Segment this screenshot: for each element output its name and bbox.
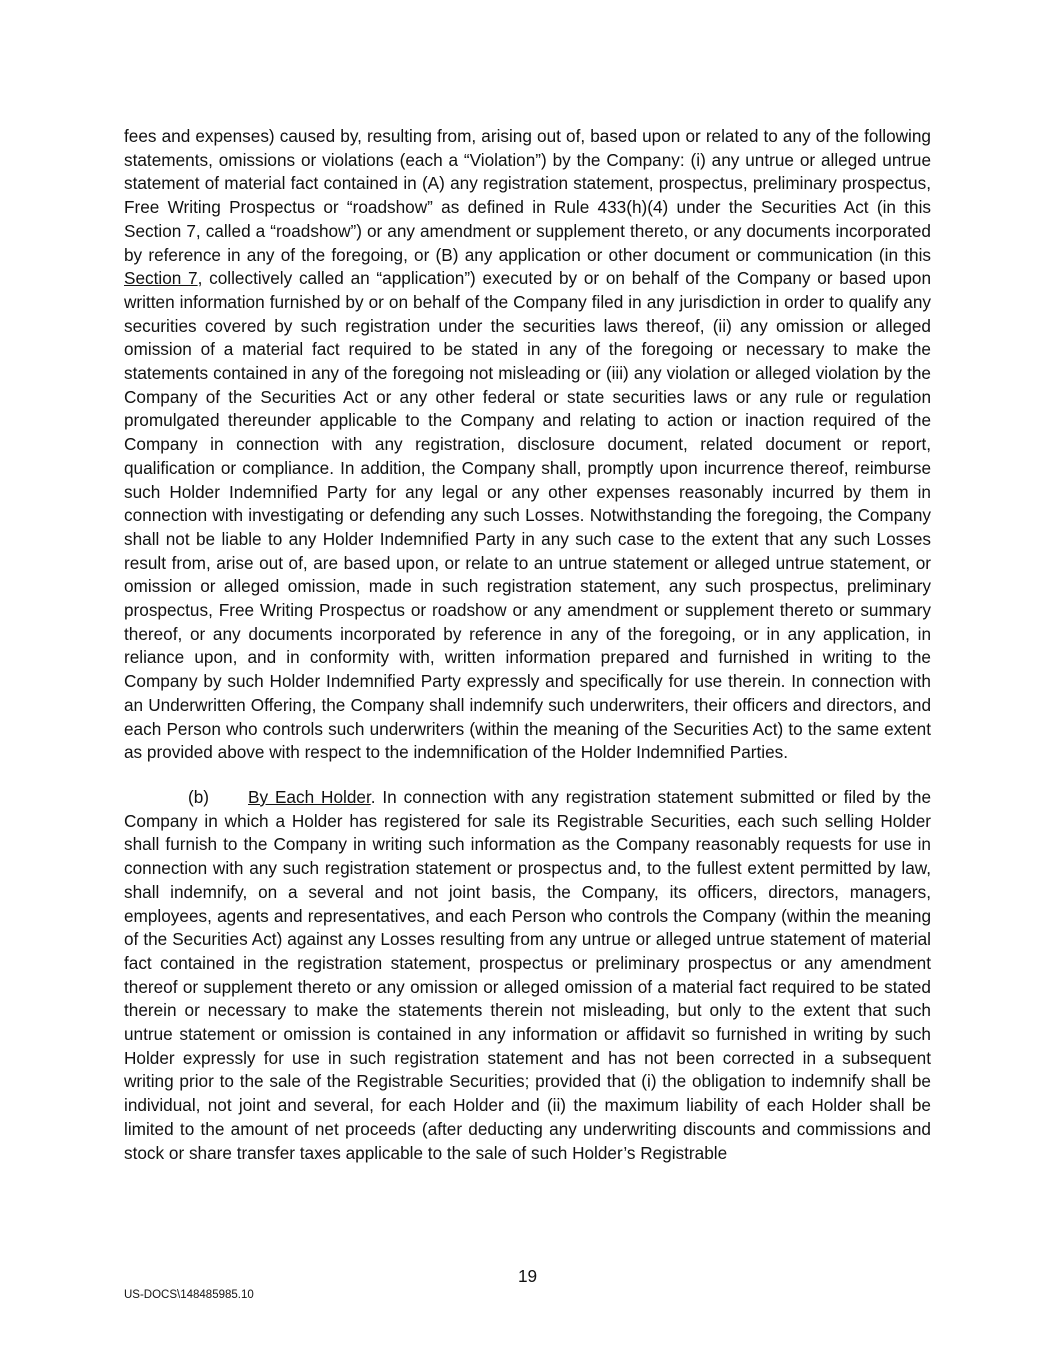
section-7-reference: Section 7 [124, 268, 198, 289]
section-heading-by-each-holder: By Each Holder [248, 786, 371, 807]
paragraph-violations [124, 125, 931, 765]
paragraph-by-each-holder [124, 786, 931, 1165]
paragraph-violations-text-continued: , collectively called an “application”) executed by or on behalf of the Company or based upon written information furnished by or on behalf of the Company filed in any jurisdiction in order to qualify any securities covered by such registration under the securities laws thereof, (ii) any omission or alleged omission of a material fact required to be stated in any of the foregoing or necessary to make the statements contained in any of the foregoing not misleading or (iii) any violation or alleged violation by the Company of the Securities Act or any other federal or state securities laws or any rule or regulation promulgated thereunder applicable to the Company and relating to action or inaction required of the Company in connection with any registration, disclosure document, related document or report, qualification or compliance. In addition, the Company shall, promptly upon incurrence thereof, reimburse such Holder Indemnified Party for any legal or any other expenses reasonably incurred by them in connection with investigating or defending any such Losses. Notwithstanding the foregoing, the Company shall not be liable to any Holder Indemnified Party in any such case to the extent that any such Losses result from, arise out of, are based upon, or relate to an untrue statement or alleged untrue statement, or omission or alleged omission, made in such registration statement, any such prospectus, preliminary prospectus, Free Writing Prospectus or roadshow or any amendment or supplement thereto or summary thereof, or any documents incorporated by reference in any of the foregoing, or in any application, in reliance upon, and in conformity with, written information prepared and furnished in writing to the Company by such Holder Indemnified Party expressly and specifically for use therein. In connection with an Underwritten Offering, the Company shall indemnify such underwriters, their officers and directors, and each Person who controls such underwriters (within the meaning of the Securities Act) to the same extent as provided above with respect to the indemnification of the Holder Indemnified Parties. [124, 268, 931, 763]
paragraph-violations-text: fees and expenses) caused by, resulting from, arising out of, based upon or related to any of the following statements, omissions or violations (each a “Violation”) by the Company: (i) any untrue or alleged untrue statement of material fact contained in (A) any registration statement, prospectus, preliminary prospectus, Free Writing Prospectus or “roadshow” as defined in Rule 433(h)(4) under the Securities Act (in this Section 7, called a “roadshow”) or any amendment or supplement thereto, or any documents incorporated by reference in any of the foregoing, or (B) any application or other document or communication (in this [124, 126, 931, 265]
paragraph-by-each-holder-text: . In connection with any registration statement submitted or filed by the Company in which a Holder has registered for sale its Registrable Securities, each such selling Holder shall furnish to the Company in writing such information as the Company reasonably requests for use in connection with any such registration statement or prospectus and, to the fullest extent permitted by law, shall indemnify, on a several and not joint basis, the Company, its officers, directors, managers, employees, agents and representatives, and each Person who controls the Company (within the meaning of the Securities Act) against any Losses resulting from any untrue or alleged untrue statement of material fact contained in the registration statement, prospectus or preliminary prospectus or any amendment thereof or supplement thereto or any omission or alleged omission of a material fact required to be stated therein or necessary to make the statements therein not misleading, but only to the extent that such untrue statement or omission is contained in any information or affidavit so furnished in writing by such Holder expressly for use in such registration statement and has not been corrected in a subsequent writing prior to the sale of the Registrable Securities; provided that (i) the obligation to indemnify shall be individual, not joint and several, for each Holder and (ii) the maximum liability of each Holder shall be limited to the amount of net proceeds (after deducting any underwriting discounts and commissions and stock or share transfer taxes applicable to the sale of such Holder’s Registrable [124, 786, 931, 1163]
document-id-footer: US-DOCS\148485985.10 [124, 1289, 254, 1301]
paragraph-marker-b: (b) [188, 786, 210, 807]
document-body [124, 125, 931, 1165]
page-number: 19 [517, 1266, 538, 1286]
